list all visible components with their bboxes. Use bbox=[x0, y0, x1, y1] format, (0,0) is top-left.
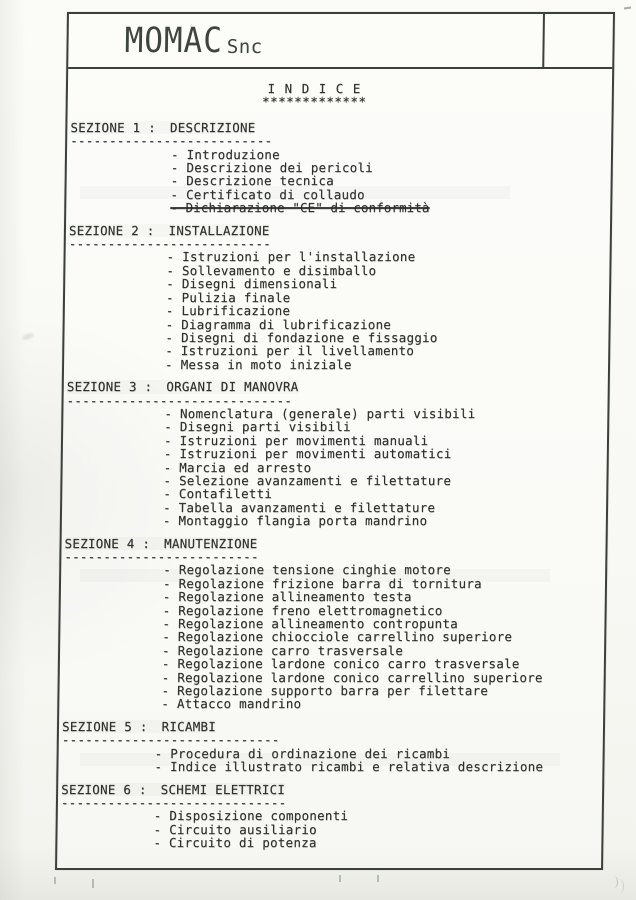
index-item: - Regolazione allineamento contropunta bbox=[162, 617, 598, 630]
index-item: - Disegni di fondazione e fissaggio bbox=[165, 331, 602, 344]
scan-speck bbox=[610, 876, 618, 888]
section-header bbox=[70, 121, 255, 134]
index-item: - Contafiletti bbox=[163, 487, 600, 500]
index-item: - Sollevamento e disimballo bbox=[166, 264, 603, 277]
index-item: - Certificato di collaudo bbox=[170, 188, 604, 201]
page-title: I N D I C E bbox=[267, 81, 362, 96]
index-section bbox=[69, 121, 605, 215]
section-items bbox=[153, 809, 596, 849]
section-header bbox=[67, 380, 299, 393]
index-item: - Marcia ed arresto bbox=[164, 461, 601, 474]
index-item: - Indice illustrato ricambi e relativa descrizione bbox=[154, 760, 596, 773]
index-item: - Regolazione lardone conico carrellino superiore bbox=[162, 671, 598, 684]
scan-smudge bbox=[22, 332, 35, 341]
index-item: - Istruzioni per movimenti manuali bbox=[164, 434, 601, 447]
index-item: - Regolazione lardone conico carro trasversale bbox=[162, 657, 598, 670]
index-item: - Selezione avanzamenti e filettature bbox=[163, 474, 600, 487]
section-underline: ----------------------------- bbox=[60, 794, 287, 810]
section-header bbox=[62, 720, 216, 733]
index-item: - Regolazione carro trasversale bbox=[162, 644, 598, 657]
section-items bbox=[163, 407, 602, 528]
section-label: SEZIONE 5 : bbox=[61, 718, 148, 734]
index-item: - Regolazione allineamento testa bbox=[163, 590, 599, 603]
section-title: ORGANI DI MANOVRA bbox=[166, 379, 299, 395]
section-label: SEZIONE 6 : bbox=[61, 781, 147, 797]
company-suffix: Snc bbox=[226, 36, 263, 58]
index-section bbox=[65, 380, 602, 527]
section-items bbox=[170, 148, 605, 215]
index-item: - Regolazione frizione barra di tornitura bbox=[163, 577, 599, 590]
index-section bbox=[67, 224, 604, 371]
index-item: - Descrizione tecnica bbox=[171, 174, 605, 187]
section-label: SEZIONE 3 : bbox=[66, 379, 153, 395]
page-title-underline: ************* bbox=[261, 94, 367, 110]
section-underline: ------------------------- bbox=[64, 549, 259, 564]
index-item: - Disegni parti visibili bbox=[164, 420, 601, 433]
index-item: - Nomenclatura (generale) parti visibili bbox=[164, 407, 601, 420]
page-title-block bbox=[47, 82, 582, 109]
index-item: - Introduzione bbox=[171, 148, 605, 161]
section-header bbox=[69, 224, 270, 237]
index-item: - Procedura di ordinazione dei ricambi bbox=[155, 747, 597, 760]
section-underline: ---------------------------- bbox=[61, 732, 280, 748]
section-title: MANUTENZIONE bbox=[164, 535, 258, 551]
scan-tick-mark bbox=[92, 879, 94, 888]
scan-tick-mark bbox=[377, 875, 379, 882]
index-item: - Tabella avanzamenti e filettature bbox=[163, 501, 600, 514]
section-underline: ----------------------------- bbox=[66, 392, 293, 408]
index-item: - Regolazione chiocciole carrellino superiore bbox=[162, 630, 598, 643]
section-underline: -------------------------- bbox=[68, 236, 272, 252]
index-item: - Regolazione freno elettromagnetico bbox=[163, 604, 599, 617]
scan-speck bbox=[624, 7, 631, 10]
title-block-empty-cell bbox=[542, 14, 613, 67]
scan-tick-mark bbox=[339, 875, 341, 882]
company-logo bbox=[124, 20, 263, 61]
index-item: - Messa in moto iniziale bbox=[165, 358, 602, 371]
index-item: - Attacco mandrino bbox=[161, 697, 597, 710]
company-name: MOMAC bbox=[124, 20, 224, 61]
section-items bbox=[154, 747, 596, 774]
title-block bbox=[68, 14, 613, 69]
section-title: RICAMBI bbox=[161, 718, 217, 734]
index-item: - Diagramma di lubrificazione bbox=[166, 318, 603, 331]
section-label: SEZIONE 2 : bbox=[68, 222, 155, 238]
index-item: - Istruzioni per movimenti automatici bbox=[164, 447, 601, 460]
section-header bbox=[61, 783, 285, 796]
index-item: - Circuito ausiliario bbox=[153, 823, 595, 836]
index-item: - Circuito di potenza bbox=[153, 836, 595, 849]
scan-tick-mark bbox=[54, 877, 56, 884]
index-sections bbox=[60, 121, 605, 850]
section-label: SEZIONE 1 : bbox=[70, 119, 157, 135]
index-item: - Montaggio flangia porta mandrino bbox=[163, 514, 600, 527]
section-title: SCHEMI ELETTRICI bbox=[160, 781, 286, 797]
section-items bbox=[165, 250, 604, 371]
section-underline: -------------------------- bbox=[70, 133, 273, 149]
section-header bbox=[64, 537, 257, 550]
section-title: DESCRIZIONE bbox=[169, 119, 256, 135]
index-item: - Dichiarazione "CE" di conformità bbox=[170, 201, 604, 214]
index-item: - Regolazione tensione cinghie motore bbox=[163, 563, 599, 576]
index-item: - Regolazione supporto barra per filettare bbox=[161, 684, 597, 697]
index-item: - Disposizione componenti bbox=[154, 809, 596, 822]
index-item: - Istruzioni per il livellamento bbox=[165, 344, 602, 357]
index-section bbox=[61, 720, 597, 774]
index-section bbox=[62, 537, 599, 711]
section-items bbox=[161, 563, 599, 710]
index-content bbox=[57, 69, 612, 850]
index-item: - Istruzioni per l'installazione bbox=[166, 250, 603, 263]
index-item: - Disegni dimensionali bbox=[166, 277, 603, 290]
index-item: - Descrizione dei pericoli bbox=[171, 161, 605, 174]
section-title: INSTALLAZIONE bbox=[168, 222, 270, 238]
scan-speck bbox=[616, 879, 624, 893]
index-item: - Lubrificazione bbox=[166, 304, 603, 317]
scanned-document-frame bbox=[55, 12, 615, 870]
index-item: - Pulizia finale bbox=[166, 291, 603, 304]
section-label: SEZIONE 4 : bbox=[64, 535, 151, 551]
index-section bbox=[60, 783, 596, 850]
